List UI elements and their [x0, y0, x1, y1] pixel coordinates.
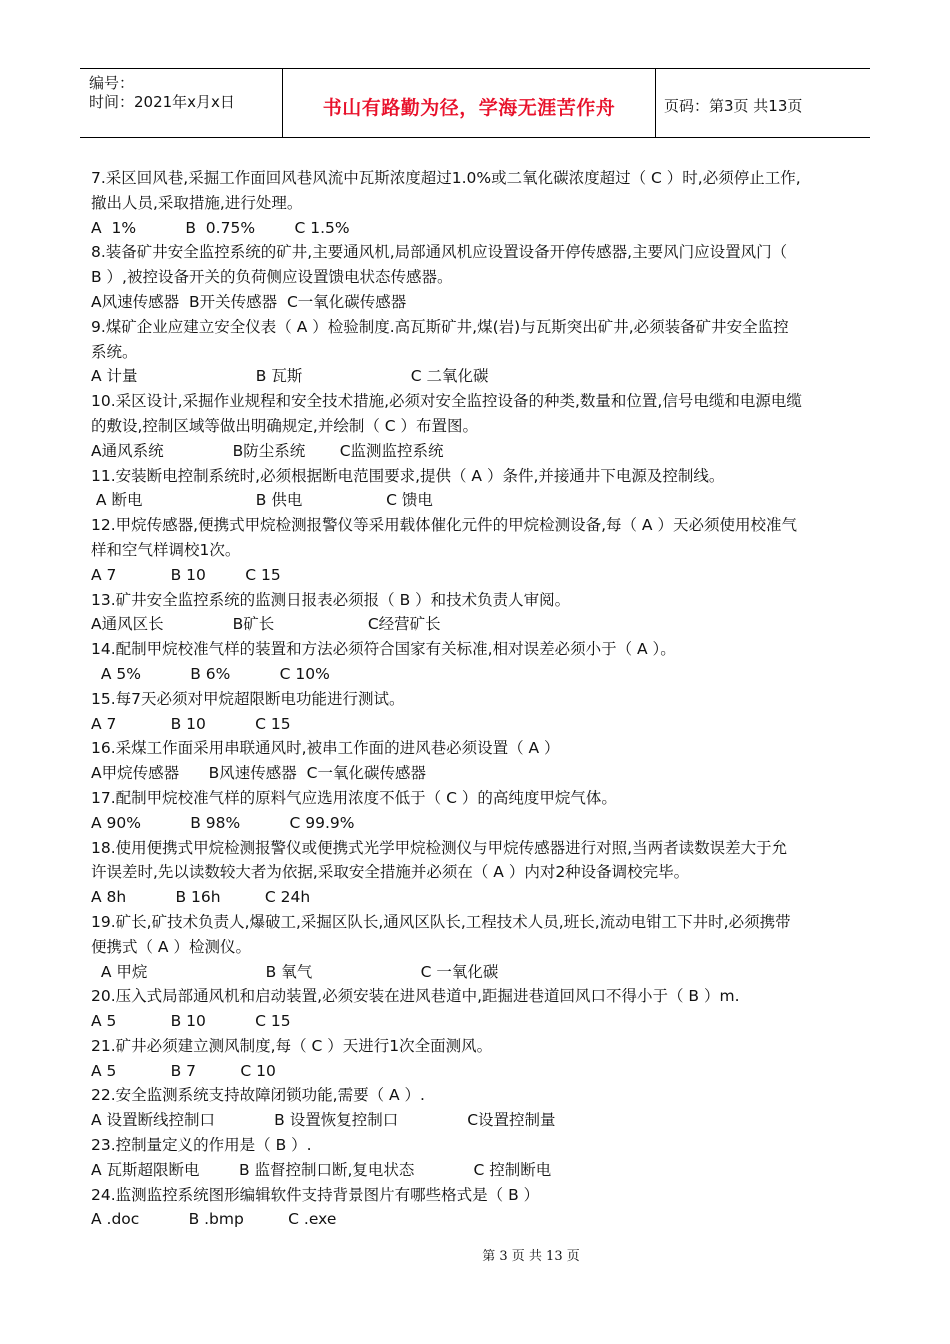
text-line: A .doc B .bmp C .exe [91, 1210, 337, 1229]
text-line: 11.安装断电控制系统时,必须根据断电范围要求,提供（ A ）条件,并接通井下电源及控制线。 [91, 466, 725, 485]
text-line: A 甲烷 B 氧气 C 一氧化碳 [91, 962, 499, 981]
text-line: 24.监测监控系统图形编辑软件支持背景图片有哪些格式是（ B ） [91, 1185, 540, 1204]
text-line: A 5% B 6% C 10% [91, 664, 330, 683]
text-line: 13.矿井安全监控系统的监测日报表必须报（ B ）和技术负责人审阅。 [91, 590, 571, 609]
text-line: 20.压入式局部通风机和启动装置,必须安装在进风巷道中,距掘进巷道回风口不得小于（ B ）m. [91, 987, 740, 1006]
page-info: 页码：第3页 共13页 [664, 97, 803, 115]
text-line: 样和空气样调校1次。 [91, 540, 241, 559]
page-header [80, 68, 870, 138]
text-line: 17.配制甲烷校准气样的原料气应选用浓度不低于（ C ）的高纯度甲烷气体。 [91, 788, 617, 807]
serial-label: 编号： [89, 74, 135, 92]
header-page-cell [655, 69, 870, 137]
text-line: 22.安全监测系统支持故障闭锁功能,需要（ A ）. [91, 1086, 425, 1105]
footer-page-number: 第 3 页 共 13 页 [482, 1249, 580, 1264]
text-line: A 设置断线控制口 B 设置恢复控制口 C设置控制量 [91, 1111, 556, 1130]
text-line: A 90% B 98% C 99.9% [91, 813, 355, 832]
text-line: A 断电 B 供电 C 馈电 [91, 491, 433, 510]
text-line: A 5 B 10 C 15 [91, 1012, 291, 1031]
text-line: 16.采煤工作面采用串联通风时,被串工作面的进风巷必须设置（ A ） [91, 739, 560, 758]
text-line: 15.每7天必须对甲烷超限断电功能进行测试。 [91, 689, 405, 708]
text-line: 23.控制量定义的作用是（ B ）. [91, 1136, 312, 1155]
text-line: 的敷设,控制区域等做出明确规定,并绘制（ C ）布置图。 [91, 416, 479, 435]
text-line: 19.矿长,矿技术负责人,爆破工,采掘区队长,通风区队长,工程技术人员,班长,流动电钳工下井时,必须携带 [91, 912, 791, 931]
text-line: A 8h B 16h C 24h [91, 888, 311, 907]
text-line: 便携式（ A ）检测仪。 [91, 937, 251, 956]
text-line: 撤出人员,采取措施,进行处理。 [91, 193, 303, 212]
text-line: 18.使用便携式甲烷检测报警仪或便携式光学甲烷检测仪与甲烷传感器进行对照,当两者读数误差大于允 [91, 838, 788, 857]
text-line: 14.配制甲烷校准气样的装置和方法必须符合国家有关标准,相对误差必须小于（ A ）。 [91, 640, 676, 659]
text-line: A甲烷传感器 B风速传感器 C一氧化碳传感器 [91, 764, 426, 783]
text-line: 10.采区设计,采掘作业规程和安全技术措施,必须对安全监控设备的种类,数量和位置,信号电缆和电源电缆 [91, 392, 802, 411]
text-line: 7.采区回风巷,采掘工作面回风巷风流中瓦斯浓度超过1.0%或二氧化碳浓度超过（ C ）时,必须停止工作, [91, 169, 801, 187]
header-motto-cell [282, 69, 656, 137]
motto: 书山有路勤为径，学海无涯苦作舟 [322, 97, 616, 119]
text-line: A 7 B 10 C 15 [91, 714, 291, 733]
text-line: 12.甲烷传感器,便携式甲烷检测报警仪等采用载体催化元件的甲烷检测设备,每（ A ）天必须使用校准气 [91, 516, 797, 535]
text-line: A通风系统 B防尘系统 C监测监控系统 [91, 441, 444, 460]
text-line: 8.装备矿井安全监控系统的矿井,主要通风机,局部通风机应设置设备开停传感器,主要风门应设置风门（ [91, 243, 788, 262]
time-label: 时间：2021年x月x日 [89, 93, 235, 111]
text-line: A 1% B 0.75% C 1.5% [91, 218, 350, 237]
text-line: A通风区长 B矿长 C经营矿长 [91, 615, 441, 634]
text-line: A 瓦斯超限断电 B 监督控制口断,复电状态 C 控制断电 [91, 1160, 552, 1179]
document-body [91, 166, 871, 1232]
header-info-cell [80, 69, 282, 137]
text-line: 系统。 [91, 342, 138, 361]
text-line: A风速传感器 B开关传感器 C一氧化碳传感器 [91, 292, 407, 311]
page-footer [0, 1245, 950, 1264]
text-line: 9.煤矿企业应建立安全仪表（ A ）检验制度.高瓦斯矿井,煤(岩)与瓦斯突出矿井,必须装备矿井安全监控 [91, 317, 789, 336]
text-line: 许误差时,先以读数较大者为依据,采取安全措施并必须在（ A ）内对2种设备调校完毕。 [91, 863, 690, 882]
text-line: A 5 B 7 C 10 [91, 1061, 276, 1080]
text-line: 21.矿井必须建立测风制度,每（ C ）天进行1次全面测风。 [91, 1036, 493, 1055]
text-line: A 计量 B 瓦斯 C 二氧化碳 [91, 367, 489, 386]
text-line: A 7 B 10 C 15 [91, 565, 281, 584]
text-line: B ）,被控设备开关的负荷侧应设置馈电状态传感器。 [91, 268, 453, 287]
